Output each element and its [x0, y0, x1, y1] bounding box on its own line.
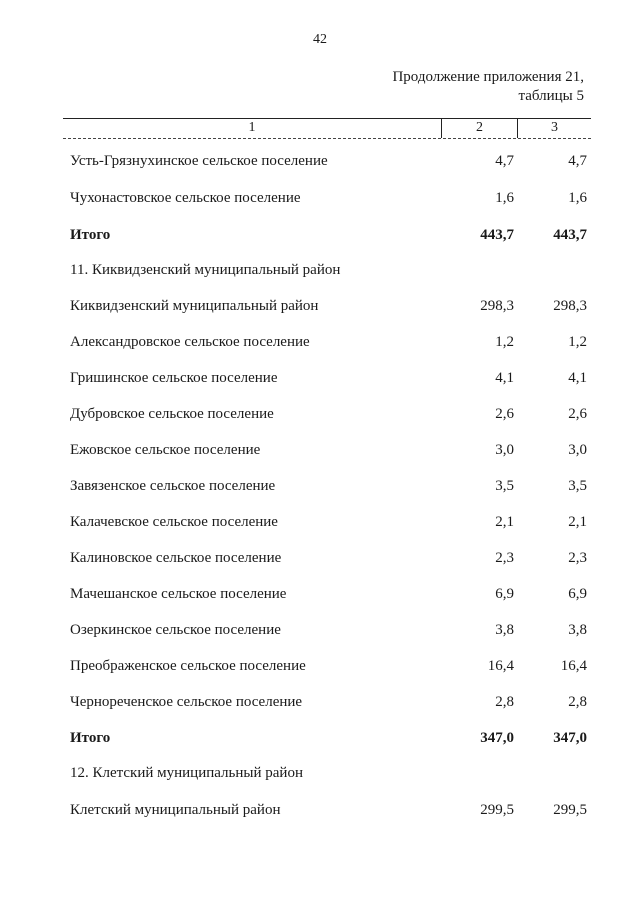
header-col-2: 2: [476, 120, 483, 135]
row-value-col2: 2,6: [495, 406, 514, 422]
continuation-line-1: Продолжение приложения 21,: [392, 69, 584, 85]
row-value-col3: 3,8: [568, 622, 587, 638]
row-name: Итого: [70, 730, 111, 746]
table-row: [0, 514, 640, 534]
row-value-col3: 16,4: [560, 658, 587, 674]
row-value-col3: 443,7: [553, 227, 587, 243]
row-value-col3: 1,6: [568, 190, 587, 206]
row-value-col3: 2,6: [568, 406, 587, 422]
total-row: [0, 730, 640, 750]
row-value-col2: 2,3: [495, 550, 514, 566]
row-value-col2: 3,0: [495, 442, 514, 458]
row-value-col2: 4,1: [495, 370, 514, 386]
row-name: Калиновское сельское поселение: [70, 550, 282, 566]
row-name: Гришинское сельское поселение: [70, 370, 278, 386]
row-value-col2: 3,5: [495, 478, 514, 494]
header-top-rule: [63, 118, 591, 119]
header-bottom-rule: [63, 138, 591, 139]
page-number: 42: [313, 32, 327, 47]
row-value-col2: 2,8: [495, 694, 514, 710]
total-row: [0, 227, 640, 247]
table-row: [0, 406, 640, 426]
table-row: [0, 190, 640, 210]
table-row: [0, 622, 640, 642]
table-row: [0, 658, 640, 678]
row-name: Дубровское сельское поселение: [70, 406, 274, 422]
continuation-line-2: таблицы 5: [518, 88, 584, 104]
row-name: Преображенское сельское поселение: [70, 658, 306, 674]
row-name: Мачешанское сельское поселение: [70, 586, 287, 602]
row-name: Итого: [70, 227, 111, 243]
table-row: [0, 478, 640, 498]
row-value-col2: 2,1: [495, 514, 514, 530]
row-value-col3: 3,0: [568, 442, 587, 458]
row-name: Киквидзенский муниципальный район: [70, 298, 319, 314]
row-name: Чухонастовское сельское поселение: [70, 190, 301, 206]
table-row: [0, 370, 640, 390]
header-col-1: 1: [248, 120, 256, 135]
continuation-caption: [392, 68, 584, 106]
table-row: [0, 586, 640, 606]
table-row: [0, 694, 640, 714]
row-name: Александровское сельское поселение: [70, 334, 310, 350]
row-value-col3: 2,8: [568, 694, 587, 710]
row-value-col2: 1,6: [495, 190, 514, 206]
table-row: [0, 153, 640, 173]
section-title: 11. Киквидзенский муниципальный район: [70, 262, 341, 278]
section-heading-row: [0, 262, 640, 282]
row-value-col3: 4,1: [568, 370, 587, 386]
table-row: [0, 802, 640, 822]
row-value-col2: 4,7: [495, 153, 514, 169]
table-row: [0, 550, 640, 570]
row-value-col2: 298,3: [480, 298, 514, 314]
row-value-col3: 4,7: [568, 153, 587, 169]
section-heading-row: [0, 765, 640, 785]
row-name: Завязенское сельское поселение: [70, 478, 276, 494]
row-value-col2: 3,8: [495, 622, 514, 638]
row-value-col3: 347,0: [553, 730, 587, 746]
row-value-col2: 443,7: [480, 227, 514, 243]
row-value-col3: 3,5: [568, 478, 587, 494]
row-name: Ежовское сельское поселение: [70, 442, 261, 458]
row-name: Чернореченское сельское поселение: [70, 694, 303, 710]
row-name: Калачевское сельское поселение: [70, 514, 278, 530]
row-value-col2: 299,5: [480, 802, 514, 818]
row-value-col3: 299,5: [553, 802, 587, 818]
table-row: [0, 334, 640, 354]
header-col-3: 3: [551, 120, 558, 135]
row-value-col3: 298,3: [553, 298, 587, 314]
row-value-col2: 6,9: [495, 586, 514, 602]
row-value-col3: 6,9: [568, 586, 587, 602]
row-name: Усть-Грязнухинское сельское поселение: [70, 153, 328, 169]
row-name: Клетский муниципальный район: [70, 802, 281, 818]
section-title: 12. Клетский муниципальный район: [70, 765, 303, 781]
table-row: [0, 442, 640, 462]
row-value-col3: 2,3: [568, 550, 587, 566]
row-value-col2: 1,2: [495, 334, 514, 350]
row-value-col3: 1,2: [568, 334, 587, 350]
row-name: Озеркинское сельское поселение: [70, 622, 281, 638]
table-row: [0, 298, 640, 318]
row-value-col2: 16,4: [487, 658, 514, 674]
row-value-col3: 2,1: [568, 514, 587, 530]
row-value-col2: 347,0: [480, 730, 514, 746]
